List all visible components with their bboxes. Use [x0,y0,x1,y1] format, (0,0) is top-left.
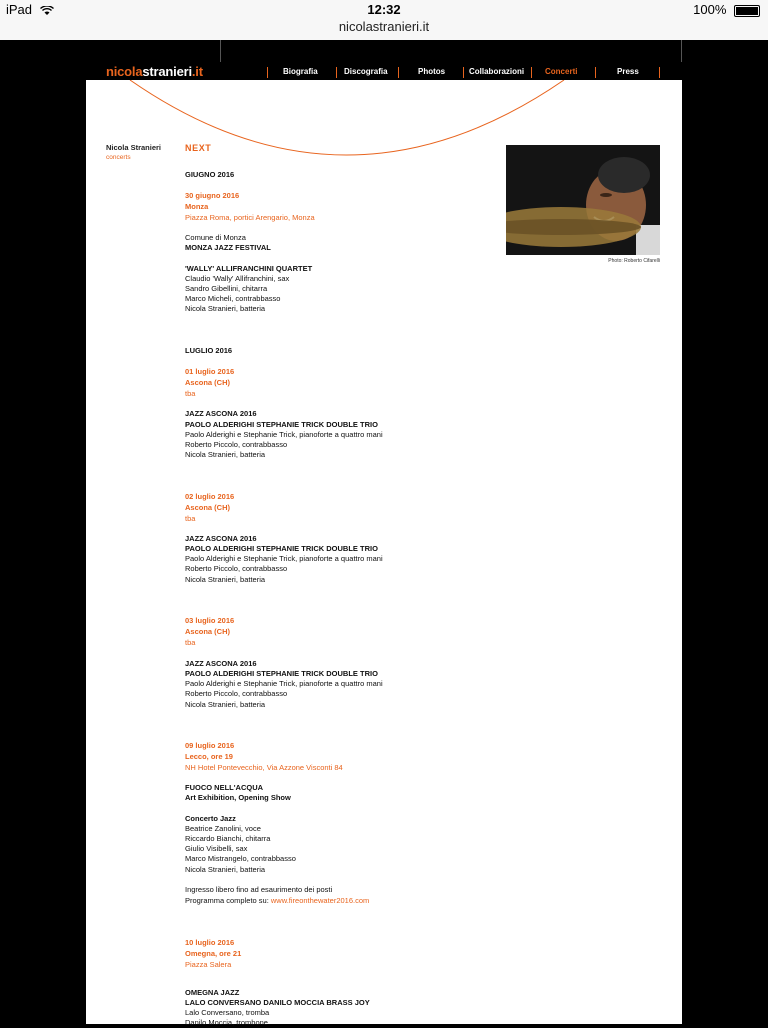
concert-line [185,346,232,356]
concert-line [185,514,195,524]
nav-collaborazioni[interactable] [469,67,524,76]
concert-line-text: Nicola Stranieri, batteria [185,865,266,874]
concert-line [185,1018,268,1028]
concert-line [185,793,291,803]
concert-line-text: 01 luglio 2016 [185,367,235,376]
concert-line-text: Ingresso libero fino ad esaurimento dei posti [185,885,333,894]
device-name: iPad [6,2,33,17]
battery-status [693,2,760,17]
concert-line-text: Claudio 'Wally' Allifranchini, sax [185,274,290,283]
concert-line-text: Nicola Stranieri, batteria [185,304,266,313]
concert-line-text: JAZZ ASCONA 2016 [185,659,257,668]
concert-line-text: Roberto Piccolo, contrabbasso [185,564,288,573]
concert-line [185,430,383,440]
concert-line [185,960,231,970]
concert-line-text: Roberto Piccolo, contrabbasso [185,440,288,449]
logo-part-1: nicola [106,64,143,79]
concert-line [185,885,332,895]
photo-credit: Photo: Roberto Cifarelli [608,258,660,264]
program-link[interactable]: www.fireonthewater2016.com [270,896,370,905]
concert-line-text: Concerto Jazz [185,814,236,823]
concert-line [185,544,378,554]
concert-line-text: Nicola Stranieri, batteria [185,450,266,459]
concert-line-text: Lalo Conversano, tromba [185,1008,270,1017]
concert-line-text: LUGLIO 2016 [185,346,233,355]
concert-line [185,389,195,399]
concert-line-text: tba [185,638,196,647]
concert-line [185,998,370,1008]
url-text: nicolastranieri.it [338,19,430,34]
concert-line [185,865,265,875]
site-logo[interactable] [106,64,203,79]
concert-line [185,264,312,274]
concert-line [185,700,265,710]
concert-line [185,170,234,180]
concert-line-text: 10 luglio 2016 [185,938,235,947]
concert-line [185,233,246,243]
concert-line [185,492,234,502]
concert-line-text: tba [185,389,196,398]
concert-line-text: 09 luglio 2016 [185,741,235,750]
concert-line-text: 'WALLY' ALLIFRANCHINI QUARTET [185,264,313,273]
concert-line-text: GIUGNO 2016 [185,170,235,179]
main-content [86,80,682,1024]
concert-line [185,564,287,574]
clock: 12:32 [367,2,401,17]
concert-line [185,575,265,585]
concert-line [185,824,261,834]
concert-line [185,783,263,793]
concert-line-text: Nicola Stranieri, batteria [185,700,266,709]
concert-line-text: Ascona (CH) [185,627,231,636]
concert-line-text: OMEGNA JAZZ [185,988,240,997]
concert-line-text: Omegna, ore 21 [185,949,242,958]
concert-line [185,938,234,948]
concert-line-text: JAZZ ASCONA 2016 [185,534,257,543]
concert-line-text: Nicola Stranieri, batteria [185,575,266,584]
concert-line-text: Paolo Alderighi e Stephanie Trick, pianoforte a quattro mani [185,554,383,563]
concert-line [185,627,230,637]
logo-part-2: stranieri [142,64,192,79]
concert-line-text: Beatrice Zanolini, voce [185,824,261,833]
concert-line-text: PAOLO ALDERIGHI STEPHANIE TRICK DOUBLE TRIO [185,420,378,429]
concert-line [185,378,230,388]
concert-line [185,554,383,564]
header-divider [681,40,682,62]
concert-line [185,450,265,460]
concert-line [185,440,287,450]
concert-line-text: JAZZ ASCONA 2016 [185,409,257,418]
nav-concerti[interactable] [545,67,577,76]
concert-line [185,534,257,544]
concert-line-text: Paolo Alderighi e Stephanie Trick, pianoforte a quattro mani [185,430,383,439]
concert-line [185,814,236,824]
status-bar [0,0,768,20]
concert-line [185,763,343,773]
concert-line [185,274,289,284]
concert-line [185,1008,269,1018]
concert-line-text: MONZA JAZZ FESTIVAL [185,243,271,252]
concert-line-text: Danilo Moccia, trombone [185,1018,268,1027]
concert-line [185,304,265,314]
nav-biografia[interactable] [283,67,318,76]
concert-line-text: Comune di Monza [185,233,246,242]
program-link-line [185,896,369,906]
concert-line [185,669,378,679]
concert-line [185,988,239,998]
concert-line-text: tba [185,514,196,523]
concert-line-text: NH Hotel Pontevecchio, Via Azzone Visconti 84 [185,763,343,772]
concert-line [185,202,208,212]
concert-line-text: 02 luglio 2016 [185,492,235,501]
nav-label: Discografia [344,67,388,76]
concert-line-text: FUOCO NELL'ACQUA [185,783,264,792]
concert-line [185,659,257,669]
concert-line [185,854,296,864]
concert-line-text: Riccardo Bianchi, chitarra [185,834,271,843]
concert-line-text: LALO CONVERSANO DANILO MOCCIA BRASS JOY [185,998,370,1007]
concert-line [185,409,257,419]
concert-line [185,191,239,201]
concert-line [185,844,247,854]
concert-line-text: 03 luglio 2016 [185,616,235,625]
address-bar[interactable] [0,20,768,41]
concert-line [185,834,270,844]
concert-line-text: PAOLO ALDERIGHI STEPHANIE TRICK DOUBLE TRIO [185,669,378,678]
concert-line-text: Piazza Roma, portici Arengario, Monza [185,213,315,222]
concert-line-text: Ascona (CH) [185,503,231,512]
concert-line [185,679,383,689]
nav-label: Press [617,67,639,76]
nav-photos[interactable] [418,67,445,76]
battery-percent: 100% [693,2,727,17]
concert-line [185,741,234,751]
sidebar-subtitle: concerts [106,154,131,161]
header-divider [220,40,221,62]
concert-line-text: Art Exhibition, Opening Show [185,793,291,802]
concert-line-text: Piazza Salera [185,960,232,969]
artist-photo [506,145,660,255]
concert-line [185,284,267,294]
concert-line-text: PAOLO ALDERIGHI STEPHANIE TRICK DOUBLE TRIO [185,544,378,553]
concert-line [185,213,315,223]
nav-label: Biografia [283,67,318,76]
concert-line [185,294,280,304]
concert-line-text: Paolo Alderighi e Stephanie Trick, pianoforte a quattro mani [185,679,383,688]
concert-line [185,420,378,430]
concert-line-text: Programma completo su: [185,896,271,905]
battery-icon [734,5,760,17]
concert-line-text: 30 giugno 2016 [185,191,240,200]
nav-discografia[interactable] [344,67,388,76]
concert-line-text: Sandro Gibellini, chitarra [185,284,268,293]
sidebar-title: Nicola Stranieri [106,143,162,152]
logo-part-3: .it [191,64,203,79]
concert-line-text: Roberto Piccolo, contrabbasso [185,689,288,698]
nav-label: Collaborazioni [469,67,525,76]
nav-press[interactable] [617,67,639,76]
nav-label: Photos [418,67,446,76]
concert-line-text: Ascona (CH) [185,378,231,387]
concert-line-text: Marco Mistrangelo, contrabbasso [185,854,296,863]
concert-line [185,638,195,648]
nav-label: Concerti [545,67,578,76]
concert-line [185,752,233,762]
next-heading: NEXT [185,143,212,153]
concert-line [185,367,234,377]
concert-line-text: Marco Micheli, contrabbasso [185,294,281,303]
concert-line [185,503,230,513]
concert-line-text: Lecco, ore 19 [185,752,233,761]
concert-line-text: Giulio Visibelli, sax [185,844,248,853]
concert-line [185,949,241,959]
concert-line [185,689,287,699]
concert-line-text: Monza [185,202,209,211]
concert-line [185,243,271,253]
concert-line [185,616,234,626]
